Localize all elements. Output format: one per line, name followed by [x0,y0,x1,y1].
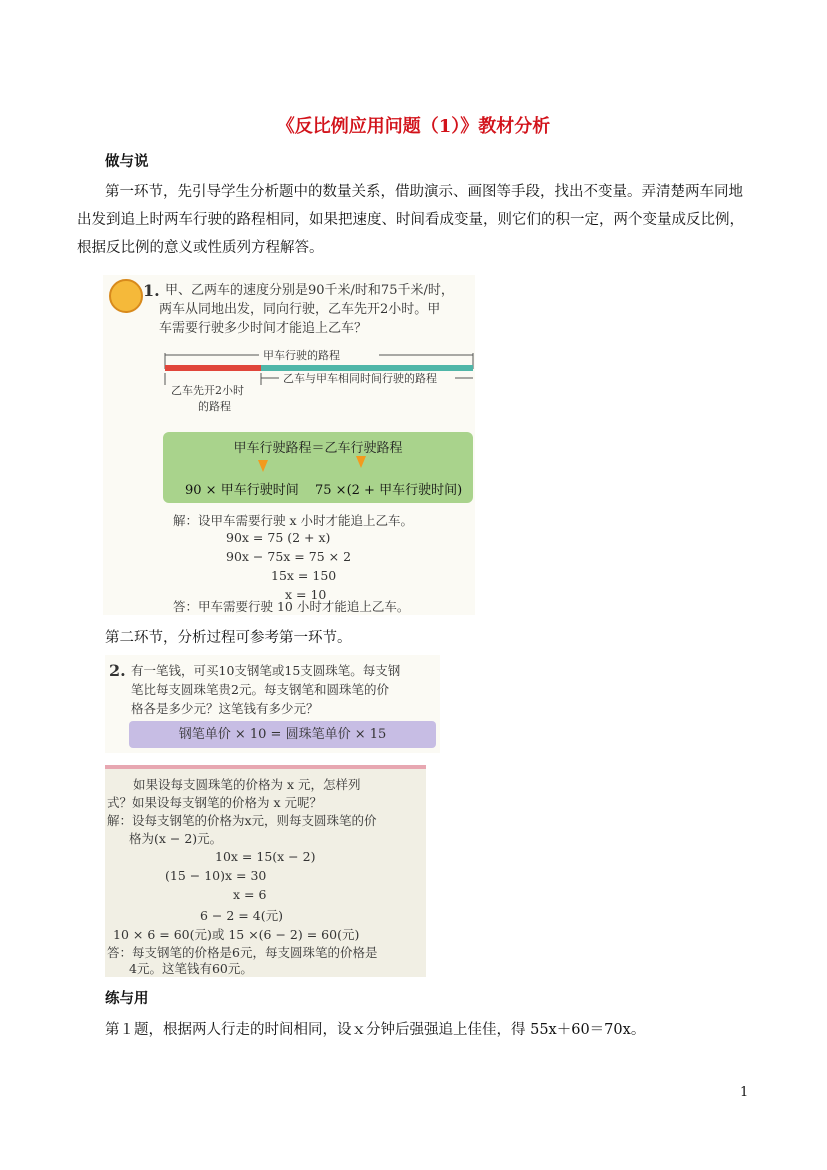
solution-line: 解：设甲车需要行驶 x 小时才能追上乙车。 [173,513,413,528]
problem-line: 格各是多少元？这笔钱有多少元？ [131,701,319,716]
paragraph-question-1: 第１题，根据两人行走的时间相同，设ｘ分钟后强强追上佳佳，得 55x＋60＝70x。 [105,1022,646,1038]
question-line: 如果设每支圆珠笔的价格为 x 元，怎样列 [133,777,361,792]
solution-line: 90x − 75x = 75 × 2 [226,549,352,564]
document-title: 《反比例应用问题（1）》教材分析 [276,116,551,137]
problem-line: 甲、乙两车的速度分别是90千米/时和75千米/时， [165,283,454,298]
arrow-down-icon [258,460,268,472]
problem-line: 笔比每支圆珠笔贵2元。每支钢笔和圆珠笔的价 [131,682,389,697]
solution-line: 6 − 2 = 4(元) [200,908,283,923]
answer-line: 答：甲车需要行驶 10 小时才能追上乙车。 [173,599,410,614]
cartoon-icon [109,279,143,313]
solution-line: 格为(x − 2)元。 [129,831,223,846]
solution-line: 10 × 6 = 60(元)或 15 ×(6 − 2) = 60(元) [113,927,360,942]
solution-line: (15 − 10)x = 30 [165,868,267,883]
solution-line: 解：设每支钢笔的价格为x元，则每支圆珠笔的价 [107,813,377,828]
problem-line: 车需要行驶多少时间才能追上乙车？ [159,321,368,336]
answer-line: 答：每支钢笔的价格是6元，每支圆珠笔的价格是 [107,945,378,960]
right-expression: 75 ×(2 + 甲车行驶时间) [315,483,463,498]
diagram-teal-label: 乙车与甲车相同时间行驶的路程 [283,372,437,385]
solution-line: x = 10 [285,587,327,602]
solution-line: x = 6 [233,887,267,902]
answer-line: 4元。这笔钱有60元。 [129,961,253,976]
problem-number: 1. [143,281,160,300]
left-expression: 90 × 甲车行驶时间 [185,483,299,498]
problem-line: 有一笔钱，可买10支钢笔或15支圆珠笔。每支钢 [131,663,401,678]
problem-number: 2. [109,661,126,680]
solution-line: 15x = 150 [271,568,337,583]
diagram-red-label: 乙车先开2小时 [171,384,244,397]
equation-box: 钢笔单价 × 10 = 圆珠笔单价 × 15 [129,721,436,748]
question-line: 式？如果设每支钢笔的价格为 x 元呢？ [107,795,322,810]
page-number: 1 [740,1085,749,1100]
section-heading-do-and-say: 做与说 [105,153,149,170]
diagram-red-label: 的路程 [198,400,231,413]
paragraph-first-step: 第一环节，先引导学生分析题中的数量关系，借助演示、画图等手段，找出不变量。弄清楚两车同地出发到追上时两车行驶的路程相同，如果把速度、时间看成变量，则它们的积一定，两个变量成反比例，根据反比例的意义或性质列方程解答。 [77,184,744,256]
textbook-figure-2 [105,655,440,753]
problem-line: 两车从同地出发，同向行驶，乙车先开2小时。甲 [159,302,441,317]
diagram-top-label: 甲车行驶的路程 [263,349,340,362]
paragraph-second-step: 第二环节，分析过程可参考第一环节。 [105,630,352,646]
solution-line: 90x = 75 (2 + x) [226,530,331,545]
textbook-figure-3 [105,765,426,977]
textbook-figure-1 [103,275,475,615]
equation-box [163,432,473,503]
red-segment [165,365,261,371]
section-heading-practice: 练与用 [105,990,149,1007]
equation: 甲车行驶路程＝乙车行驶路程 [233,441,403,456]
arrow-down-icon [356,456,366,468]
solution-line: 10x = 15(x − 2) [215,849,316,864]
